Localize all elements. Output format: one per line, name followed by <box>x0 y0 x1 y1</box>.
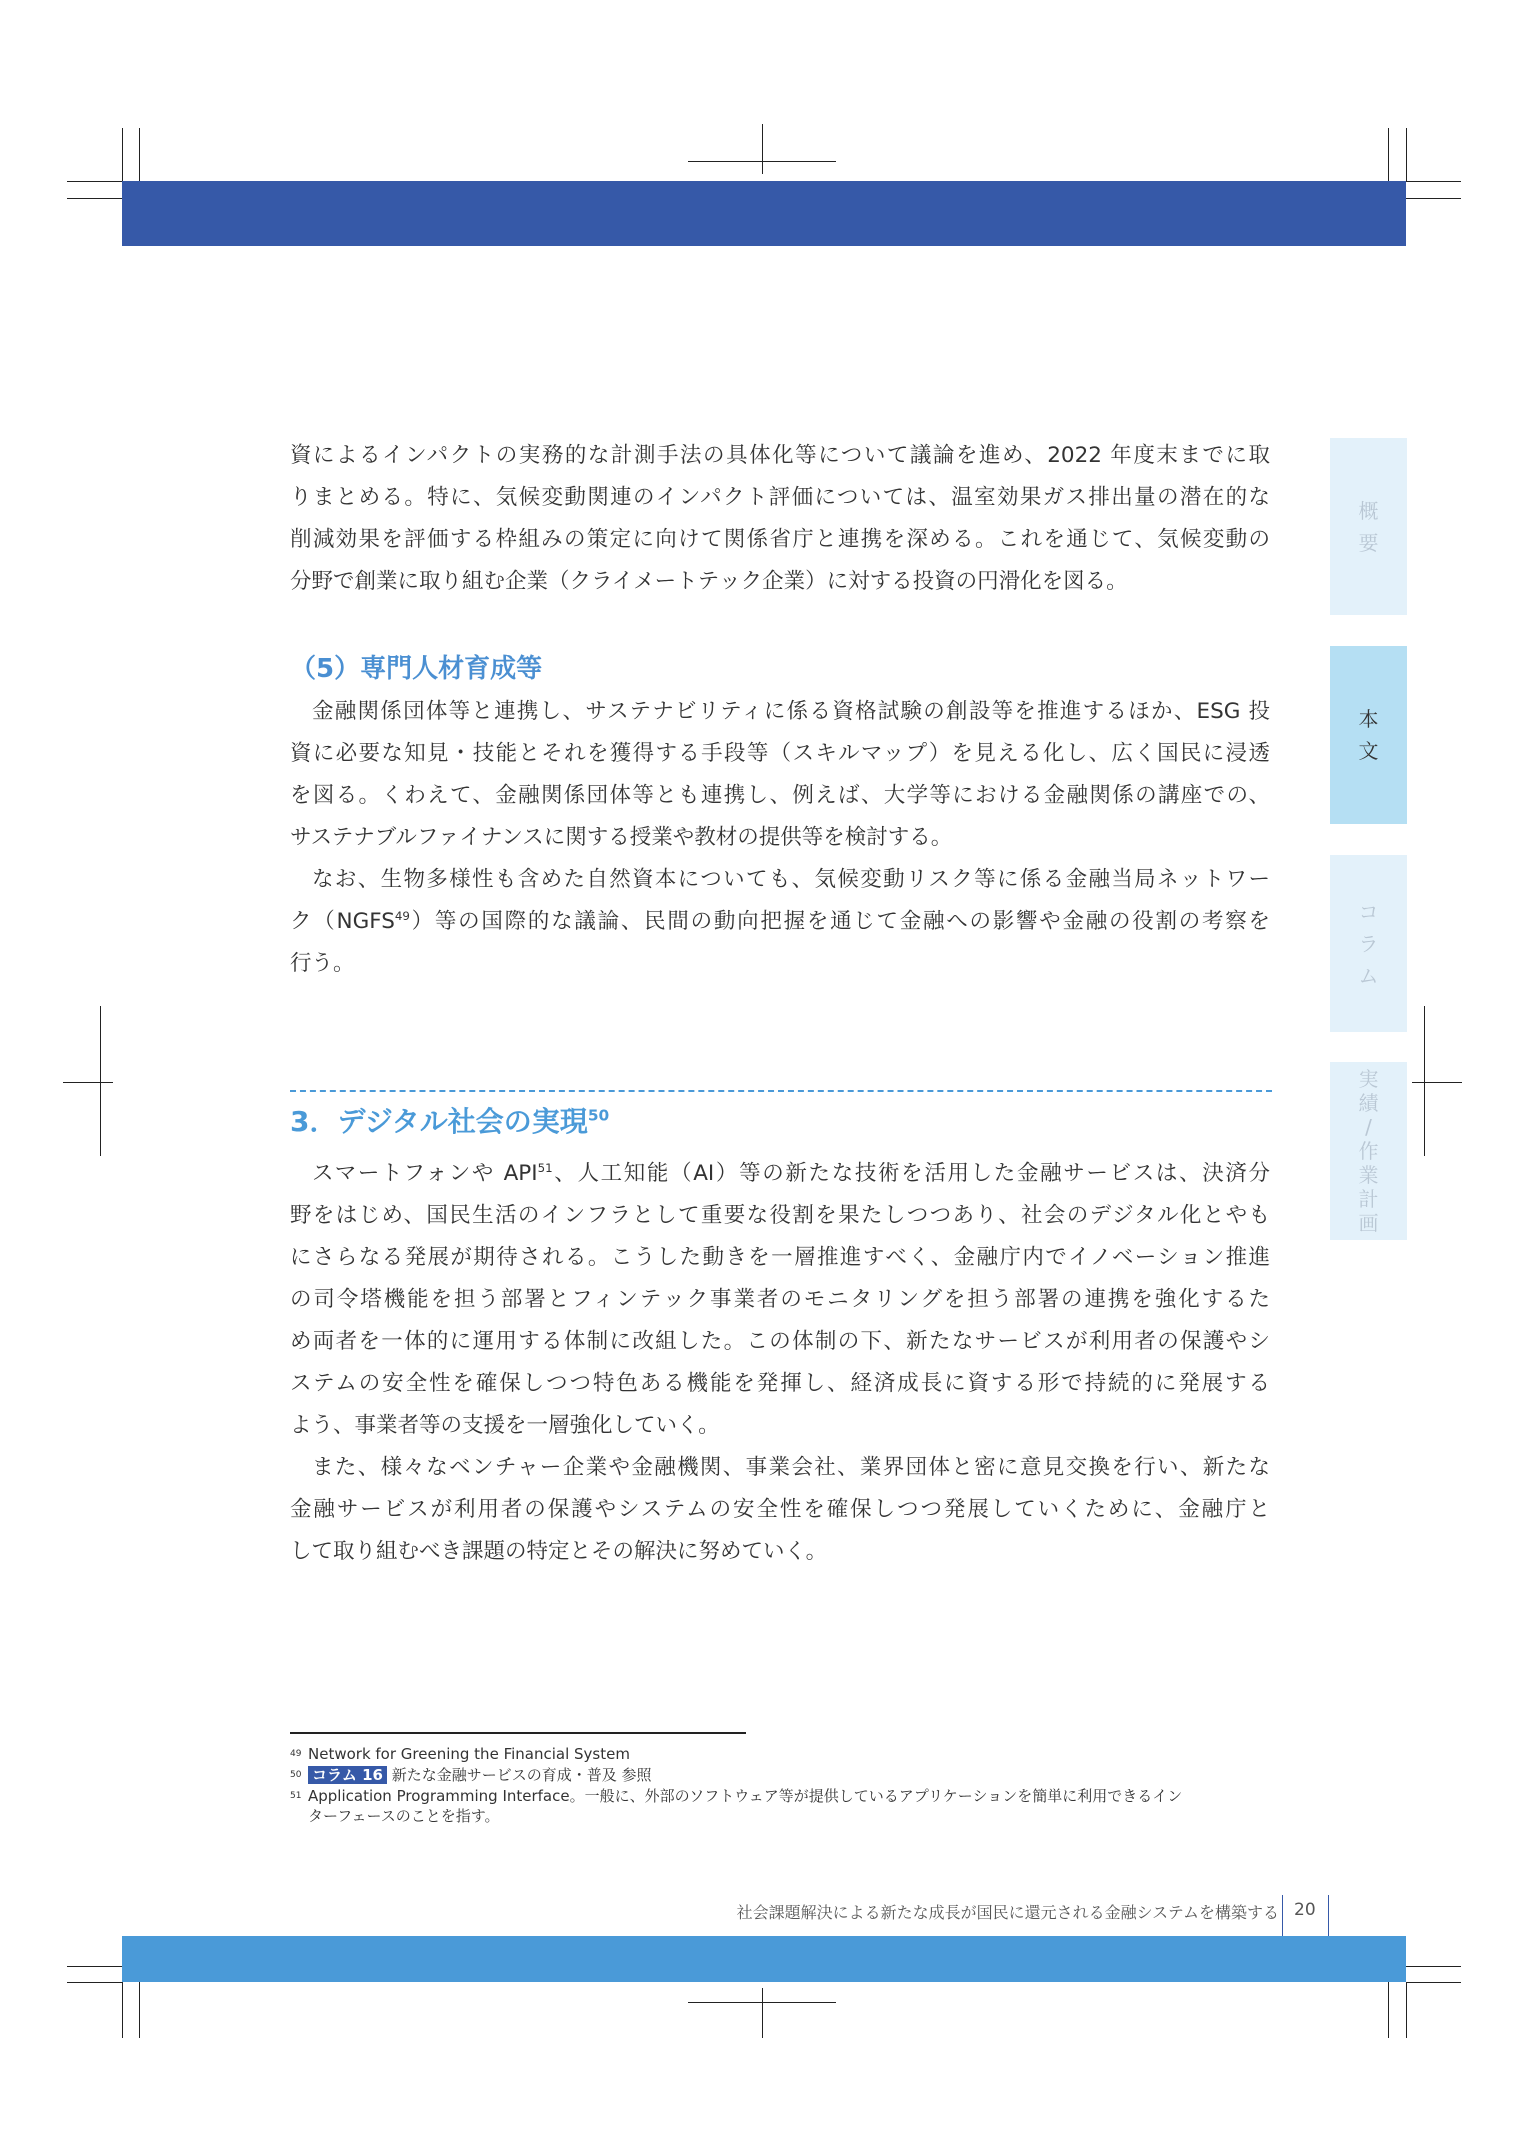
side-tab-column[interactable] <box>1330 855 1407 1032</box>
text-line: ステムの安全性を確保しつつ特色ある機能を発揮し、経済成長に資する形で持続的に発展する <box>290 1371 1270 1396</box>
page-number: 20 <box>1294 1900 1316 1920</box>
header-band <box>122 181 1406 246</box>
tab-char: ム <box>1358 963 1379 988</box>
heading-text: 3．デジタル社会の実現 <box>290 1105 588 1138</box>
column-badge[interactable]: コラム 16 <box>308 1766 387 1784</box>
text-line: サステナブルファイナンスに関する授業や教材の提供等を検討する。 <box>290 825 953 850</box>
text-line: 分野で創業に取り組む企業（クライメートテック企業）に対する投資の円滑化を図る。 <box>290 569 1128 594</box>
tab-char: 本 <box>1358 707 1379 731</box>
side-tab-results-plan[interactable] <box>1330 1062 1407 1240</box>
footnote-51 <box>290 1786 1182 1826</box>
text-line: 資に必要な知見・技能とそれを獲得する手段等（スキルマップ）を見える化し、広く国民に浸透 <box>290 741 1270 766</box>
section3-body <box>290 1153 1270 1573</box>
text-line: を図る。くわえて、金融関係団体等とも連携し、例えば、大学等における金融関係の講座での、 <box>290 783 1270 808</box>
side-tab-overview[interactable] <box>1330 438 1407 615</box>
tab-char: 要 <box>1358 530 1379 555</box>
footnote-text: 新たな金融サービスの育成・普及 参照 <box>391 1766 652 1784</box>
tab-char: 業 <box>1358 1163 1379 1187</box>
text-line: 削減効果を評価する枠組みの策定に向けて関係省庁と連携を深める。これを通じて、気候変動の <box>290 527 1270 552</box>
footnote-text: Application Programming Interface。一般に、外部のソフトウェア等が提供しているアプリケーションを簡単に利用できるイン <box>308 1787 1183 1805</box>
footnote-50 <box>290 1765 652 1785</box>
tab-char: / <box>1365 1115 1372 1139</box>
text-line <box>290 1153 1270 1195</box>
text-line: の司令塔機能を担う部署とフィンテック事業者のモニタリングを担う部署の連携を強化するた <box>290 1287 1270 1312</box>
footnote-number: 49 <box>290 1749 302 1759</box>
footnote-49 <box>290 1744 630 1764</box>
footnote-number: 50 <box>290 1770 302 1780</box>
footnote-text: Network for Greening the Financial System <box>308 1745 630 1763</box>
tab-char: 作 <box>1358 1139 1379 1163</box>
text-line: して取り組むべき課題の特定とその解決に努めていく。 <box>290 1539 828 1564</box>
text-line: め両者を一体的に運用する体制に改組した。この体制の下、新たなサービスが利用者の保護やシ <box>290 1329 1270 1354</box>
text-span: ク（NGFS <box>290 909 395 934</box>
tab-char: 実 <box>1358 1067 1379 1091</box>
text-line: よう、事業者等の支援を一層強化していく。 <box>290 1413 720 1438</box>
text-span: 、人工知能（AI）等の新たな技術を活用した金融サービスは、決済分 <box>552 1161 1270 1186</box>
text-line: 行う。 <box>290 951 355 976</box>
text-line: 金融サービスが利用者の保護やシステムの安全性を確保しつつ発展していくために、金融庁と <box>290 1497 1270 1522</box>
tab-char: 概 <box>1358 498 1379 523</box>
text-line: にさらなる発展が期待される。こうした動きを一層推進すべく、金融庁内でイノベーション推進 <box>290 1245 1270 1270</box>
text-line: また、様々なベンチャー企業や金融機関、事業会社、業界団体と密に意見交換を行い、新たな <box>312 1455 1270 1480</box>
paragraph-intro <box>290 435 1270 603</box>
text-line: なお、生物多様性も含めた自然資本についても、気候変動リスク等に係る金融当局ネットワー <box>312 867 1270 892</box>
footnote-ref[interactable]: 51 <box>537 1160 553 1175</box>
text-line <box>290 901 1270 943</box>
footnote-number: 51 <box>290 1791 302 1801</box>
section-heading-3 <box>290 1100 609 1140</box>
tab-char: 績 <box>1358 1091 1379 1115</box>
tab-char: コ <box>1358 899 1379 924</box>
footnote-ref[interactable]: 50 <box>587 1106 610 1125</box>
footer-title: 社会課題解決による新たな成長が国民に還元される金融システムを構築する <box>736 1903 1279 1922</box>
tab-char: ラ <box>1358 931 1379 956</box>
section-divider <box>290 1090 1272 1092</box>
text-line: 野をはじめ、国民生活のインフラとして重要な役割を果たしつつあり、社会のデジタル化とやも <box>290 1203 1270 1228</box>
section5-body <box>290 691 1270 985</box>
tab-char: 計 <box>1358 1187 1379 1211</box>
text-span: スマートフォンや API <box>312 1161 538 1186</box>
footnote-rule <box>290 1732 746 1734</box>
footnote-ref[interactable]: 49 <box>394 908 410 923</box>
text-line: 金融関係団体等と連携し、サステナビリティに係る資格試験の創設等を推進するほか、ESG 投 <box>312 699 1270 724</box>
footer-band <box>122 1936 1406 1982</box>
section-heading-5: （5）専門人材育成等 <box>290 654 543 684</box>
footnote-text: ターフェースのことを指す。 <box>308 1807 500 1825</box>
tab-char: 文 <box>1358 739 1379 763</box>
text-line: りまとめる。特に、気候変動関連のインパクト評価については、温室効果ガス排出量の潜在的な <box>290 485 1270 510</box>
side-tab-main-text[interactable] <box>1330 646 1407 824</box>
tab-char: 画 <box>1358 1211 1379 1235</box>
text-span: ）等の国際的な議論、民間の動向把握を通じて金融への影響や金融の役割の考察を <box>409 909 1270 934</box>
text-line: 資によるインパクトの実務的な計測手法の具体化等について議論を進め、2022 年度末までに取 <box>290 443 1270 468</box>
